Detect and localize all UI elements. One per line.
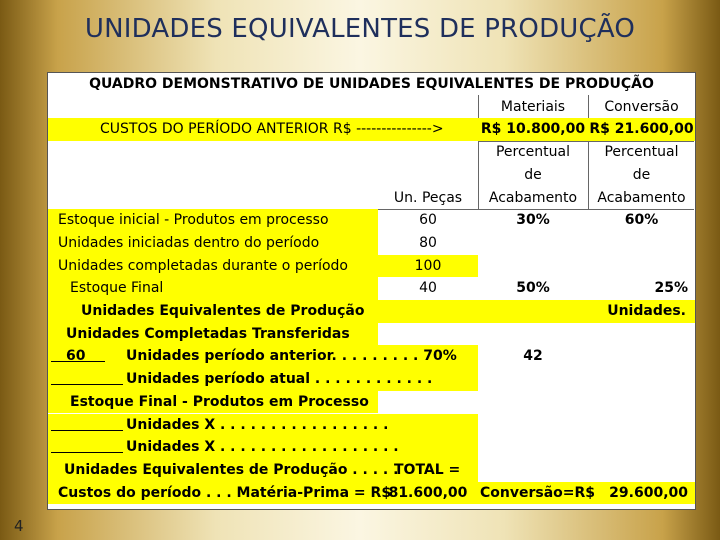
table-row — [48, 209, 695, 232]
row-label: Estoque inicial - Produtos em processo — [58, 212, 329, 229]
unidades-label: Unidades. — [607, 303, 686, 319]
ueq-label: Unidades Equivalentes de Produção — [81, 303, 365, 319]
unidades-x-row — [48, 414, 695, 437]
ueq-total-row — [48, 459, 695, 482]
blank-line — [51, 414, 123, 431]
blank-line — [85, 345, 105, 362]
un-pecas-header: Un. Peças — [393, 189, 463, 206]
periodo-anterior-label: Unidades período anterior. . . . . . . . . 70% — [126, 348, 457, 365]
periodo-anterior-row — [48, 345, 695, 368]
unidades-x-label: Unidades X . . . . . . . . . . . . . . . . . — [126, 416, 389, 433]
table-row — [48, 277, 695, 300]
row-conv: 60% — [624, 212, 659, 229]
table-title: QUADRO DEMONSTRATIVO DE UNIDADES EQUIVALENTES DE PRODUÇÃO — [89, 76, 654, 92]
header-row — [48, 96, 695, 119]
acabamento-conv: Acabamento — [597, 189, 686, 206]
custos-periodo-label: Custos do período . . . Matéria-Prima = R$ — [58, 484, 392, 501]
percentual-row — [48, 141, 695, 164]
row-pecas: 100 — [414, 257, 442, 274]
data-table — [47, 72, 696, 510]
conversao-label: Conversão=R$ — [480, 484, 596, 501]
slide-title: UNIDADES EQUIVALENTES DE PRODUÇÃO — [84, 14, 636, 44]
completadas-row — [48, 323, 695, 346]
conversao-value: 29.600,00 — [609, 484, 688, 501]
acabamento-row — [48, 187, 695, 210]
unidades-x-label: Unidades X . . . . . . . . . . . . . . . . . . — [126, 439, 399, 456]
row-pecas: 80 — [419, 234, 437, 251]
row-conv: 25% — [654, 280, 688, 297]
completadas-label: Unidades Completadas Transferidas — [66, 325, 350, 342]
row-mat: 30% — [516, 212, 550, 229]
percentual-mat: Percentual — [495, 144, 571, 161]
estoque-final-pp-row — [48, 391, 695, 414]
col-materiais: Materiais — [500, 98, 566, 115]
ueq-total-label: Unidades Equivalentes de Produção . . . . . — [64, 461, 399, 478]
row-label: Estoque Final — [70, 280, 164, 297]
table-title-row — [48, 73, 695, 96]
percentual-conv: Percentual — [604, 144, 679, 161]
table-row — [48, 255, 695, 278]
mp-value: 81.600,00 — [388, 484, 468, 501]
de-row — [48, 164, 695, 187]
custos-anterior-label: CUSTOS DO PERÍODO ANTERIOR R$ ---------------> — [100, 121, 444, 138]
de-mat: de — [524, 166, 542, 183]
blank-line — [51, 345, 66, 362]
custo-materiais: R$ 10.800,00 — [480, 121, 586, 138]
col-conversao: Conversão — [604, 98, 679, 115]
ueq-row — [48, 300, 695, 323]
de-conv: de — [632, 166, 651, 183]
acabamento-mat: Acabamento — [488, 189, 578, 206]
row-label: Unidades completadas durante o período — [58, 257, 348, 274]
periodo-anterior-value: 42 — [523, 348, 543, 365]
row-pecas: 40 — [419, 280, 437, 297]
row-mat: 50% — [516, 280, 550, 297]
custos-periodo-row — [48, 482, 695, 505]
blank-line — [51, 368, 123, 385]
periodo-atual-label: Unidades período atual . . . . . . . . . . . . — [126, 371, 433, 388]
unidades-x-row — [48, 436, 695, 459]
row-label: Unidades iniciadas dentro do período — [58, 234, 320, 251]
total-label: TOTAL = — [394, 461, 461, 478]
periodo-atual-row — [48, 368, 695, 391]
page-number: 4 — [14, 517, 24, 535]
custo-conversao: R$ 21.600,00 — [589, 121, 694, 138]
row-pecas: 60 — [419, 212, 437, 229]
custos-anterior-row — [48, 118, 695, 141]
table-row — [48, 232, 695, 255]
estoque-final-pp-label: Estoque Final - Produtos em Processo — [70, 393, 369, 410]
blank-line — [51, 436, 123, 453]
blank-value: 60 — [66, 348, 86, 365]
